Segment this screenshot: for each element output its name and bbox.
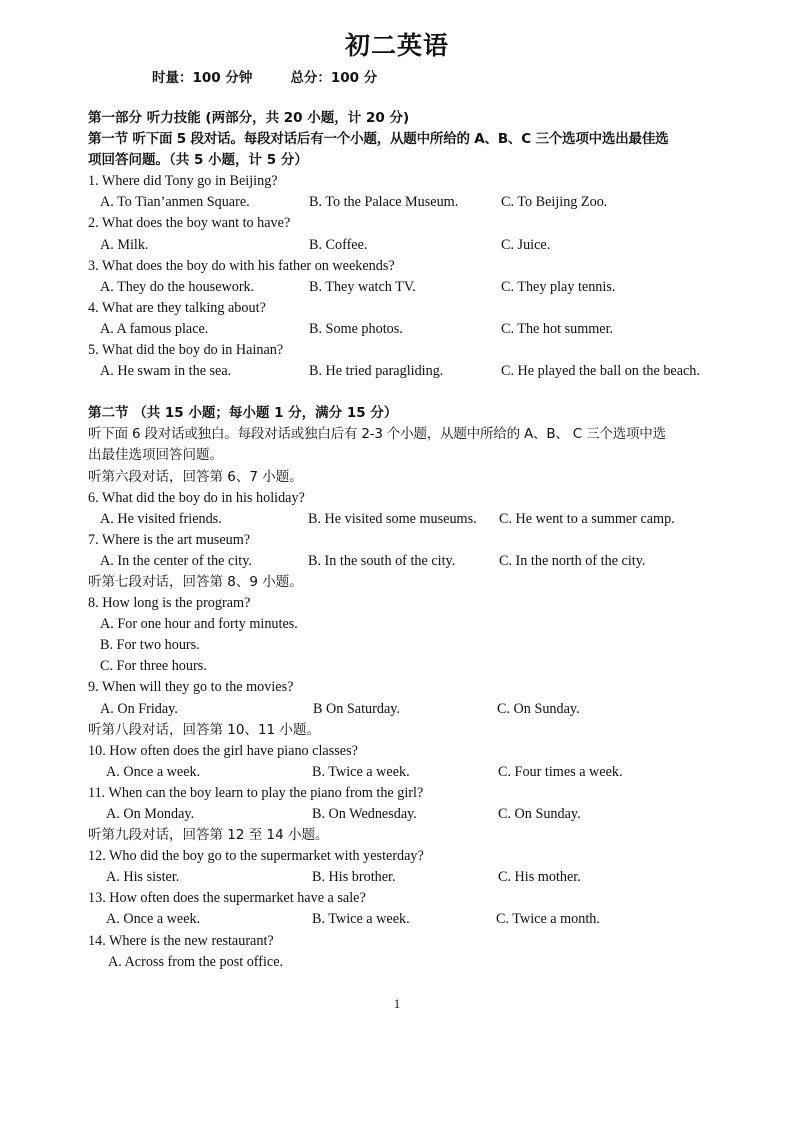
option-a: A. For one hour and forty minutes. xyxy=(100,616,298,633)
options-1 xyxy=(88,192,718,213)
question-9: 9. When will they go to the movies? xyxy=(88,679,294,696)
question-2: 2. What does the boy want to have? xyxy=(88,215,291,232)
page-title: 初二英语 xyxy=(344,31,449,60)
option-a: A. His sister. xyxy=(106,869,180,886)
option-c: C. Juice. xyxy=(501,236,551,253)
option-b: B. On Wednesday. xyxy=(312,806,417,822)
options-10 xyxy=(88,762,718,783)
dialog-7-label: 听第七段对话，回答第 8、9 小题。 xyxy=(88,573,303,590)
option-c: C. They play tennis. xyxy=(501,278,616,295)
option-a: A. Once a week. xyxy=(106,911,201,928)
option-a: A. A famous place. xyxy=(100,320,209,337)
time-limit: 时量：100 分钟 xyxy=(152,70,253,86)
option-c: C. His mother. xyxy=(498,869,581,886)
option-c: C. Four times a week. xyxy=(498,763,623,780)
option-c: C. The hot summer. xyxy=(501,320,614,337)
question-4: 4. What are they talking about? xyxy=(88,299,266,316)
section2-instruction-cont: 出最佳选项回答问题。 xyxy=(88,447,223,464)
option-b: B. He visited some museums. xyxy=(308,510,477,527)
part1-heading: 第一部分 听力技能 (两部分，共 20 小题，计 20 分) xyxy=(88,110,410,126)
option-a: A. They do the housework. xyxy=(100,278,255,295)
section2-instruction: 听下面 6 段对话或独白。每段对话或独白后有 2-3 个小题，从题中所给的 A、B、 C 三个选项中选 xyxy=(88,426,666,443)
dialog-9-label: 听第九段对话，回答第 12 至 14 小题。 xyxy=(88,827,329,844)
section2-heading: 第二节 （共 15 小题；每小题 1 分，满分 15 分） xyxy=(88,405,398,422)
option-b: B. For two hours. xyxy=(100,637,200,654)
option-c: C. In the north of the city. xyxy=(499,552,646,569)
options-6 xyxy=(88,509,718,530)
section1-instruction: 第一节 听下面 5 段对话。每段对话后有一个小题，从题中所给的 A、B、C 三个选项中选出最佳选 xyxy=(88,131,669,148)
question-8: 8. How long is the program? xyxy=(88,595,251,612)
option-b: B. To the Palace Museum. xyxy=(309,194,459,211)
question-14: 14. Where is the new restaurant? xyxy=(88,932,274,949)
option-a: A. Once a week. xyxy=(106,763,201,780)
options-5 xyxy=(88,361,718,382)
options-13 xyxy=(88,909,718,930)
option-a: A. On Monday. xyxy=(106,806,195,822)
question-5: 5. What did the boy do in Hainan? xyxy=(88,342,284,359)
option-c: C. On Sunday. xyxy=(498,806,581,822)
spacer xyxy=(88,382,718,403)
options-11 xyxy=(88,804,718,825)
exam-content xyxy=(88,108,718,973)
option-b: B. Twice a week. xyxy=(312,911,410,928)
page-number: 1 xyxy=(393,996,401,1011)
options-12 xyxy=(88,867,718,888)
option-a: A. Milk. xyxy=(100,236,149,253)
section1-instruction-cont: 项回答问题。（共 5 小题，计 5 分） xyxy=(88,152,308,169)
option-c: C. He went to a summer camp. xyxy=(499,510,675,527)
question-12: 12. Who did the boy go to the supermarket with yesterday? xyxy=(88,848,424,865)
question-6: 6. What did the boy do in his holiday? xyxy=(88,489,305,506)
question-10: 10. How often does the girl have piano classes? xyxy=(88,742,358,759)
option-b: B. They watch TV. xyxy=(309,278,416,295)
question-11: 11. When can the boy learn to play the piano from the girl? xyxy=(88,784,424,801)
option-b: B. Some photos. xyxy=(309,320,403,337)
option-c: C. On Sunday. xyxy=(497,700,580,717)
dialog-8-label: 听第八段对话，回答第 10、11 小题。 xyxy=(88,721,320,738)
option-b: B. He tried paragliding. xyxy=(309,363,444,380)
option-c: C. To Beijing Zoo. xyxy=(501,194,608,211)
options-3 xyxy=(88,277,718,298)
option-b: B. Twice a week. xyxy=(312,763,410,780)
dialog-6-label: 听第六段对话，回答第 6、7 小题。 xyxy=(88,468,303,485)
question-7: 7. Where is the art museum? xyxy=(88,531,251,548)
options-9 xyxy=(88,699,718,720)
option-a: A. He swam in the sea. xyxy=(100,363,232,380)
question-3: 3. What does the boy do with his father on weekends? xyxy=(88,257,395,274)
option-b: B. In the south of the city. xyxy=(308,552,456,569)
exam-meta xyxy=(152,66,377,86)
options-7 xyxy=(88,551,718,572)
question-13: 13. How often does the supermarket have a sale? xyxy=(88,890,366,907)
option-a: A. He visited friends. xyxy=(100,510,222,527)
option-a: A. In the center of the city. xyxy=(100,552,252,569)
option-b: B. His brother. xyxy=(312,869,396,886)
option-b: B. Coffee. xyxy=(309,236,368,253)
option-a: A. Across from the post office. xyxy=(108,953,284,970)
option-c: C. For three hours. xyxy=(100,658,207,675)
option-a: A. To Tian’anmen Square. xyxy=(100,194,250,211)
option-a: A. On Friday. xyxy=(100,700,178,717)
option-c: C. Twice a month. xyxy=(496,911,600,928)
options-4 xyxy=(88,319,718,340)
options-2 xyxy=(88,235,718,256)
option-c: C. He played the ball on the beach. xyxy=(501,363,700,380)
option-b: B On Saturday. xyxy=(313,700,400,717)
total-score: 总分：100 分 xyxy=(290,70,378,86)
question-1: 1. Where did Tony go in Beijing? xyxy=(88,173,278,190)
